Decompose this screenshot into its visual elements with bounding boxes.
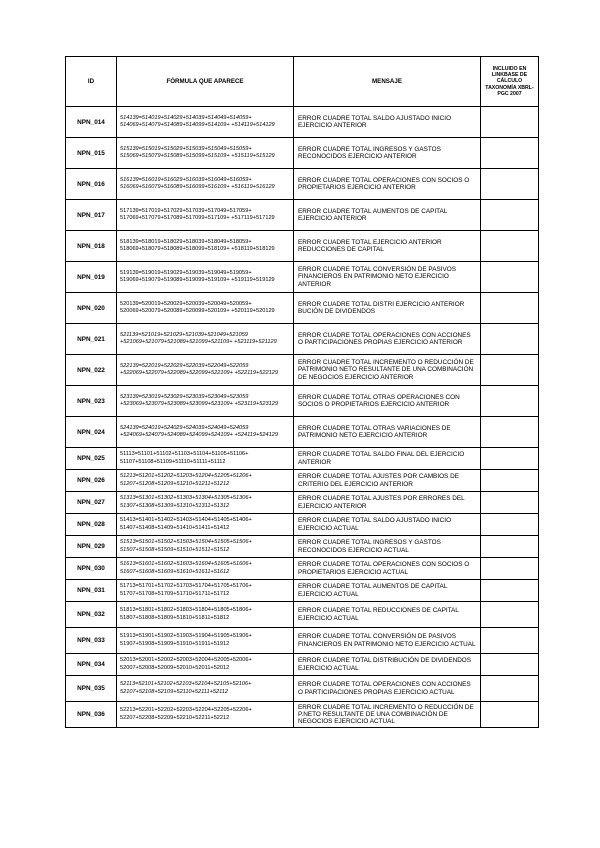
id-cell: NPN_023 bbox=[66, 386, 117, 417]
formula-cell: 52213=52201+52202+52203+52204+52205+52206+ 52207+52208+52209+52210+52211+52212 bbox=[117, 702, 294, 728]
id-cell: NPN_019 bbox=[66, 262, 117, 293]
included-cell bbox=[481, 355, 539, 386]
formula-cell: 521139=521019+521029+521039+521049+521059 +521069+521079+521089+521099+521109+ +521119+521129 bbox=[117, 324, 294, 355]
message-cell: ERROR CUADRE TOTAL DISTRI EJERCICIO ANTERIOR BUCIÓN DE DIVIDENDOS bbox=[294, 293, 481, 324]
message-cell: ERROR CUADRE TOTAL INGRESOS Y GASTOS RECONOCIDOS EJERCICIO ACTUAL bbox=[294, 536, 481, 558]
table-row bbox=[66, 200, 539, 231]
table-row bbox=[66, 676, 539, 702]
table-row bbox=[66, 386, 539, 417]
included-cell bbox=[481, 580, 539, 602]
formula-cell: 51113=51101+51102+51103+51104+51105+51106+ 51107+51108+51109+51110+51111+51112 bbox=[117, 448, 294, 470]
included-cell bbox=[481, 702, 539, 728]
included-cell bbox=[481, 107, 539, 138]
message-cell: ERROR CUADRE TOTAL OPERACIONES CON ACCIONES O PARTICIPACIONES PROPIAS EJERCICIO ANTERIOR bbox=[294, 324, 481, 355]
message-cell: ERROR CUADRE TOTAL INCREMENTO O REDUCCIÓN DE P.NETO RESULTANTE DE UNA COMBINACIÓN DE NEGOCIOS EJERCICIO ACTUAL bbox=[294, 702, 481, 728]
table-row bbox=[66, 262, 539, 293]
id-cell: NPN_015 bbox=[66, 138, 117, 169]
message-cell: ERROR CUADRE TOTAL AUMENTOS DE CAPITAL EJERCICIO ANTERIOR bbox=[294, 200, 481, 231]
included-cell bbox=[481, 138, 539, 169]
message-cell: ERROR CUADRE TOTAL OPERACIONES CON ACCIONES O PARTICIPACIONES PROPIAS EJERCICIO ACTUAL bbox=[294, 676, 481, 702]
message-cell: ERROR CUADRE TOTAL OTRAS VARIACIONES DE PATRIMONIO NETO EJERCICIO ANTERIOR bbox=[294, 417, 481, 448]
id-cell: NPN_020 bbox=[66, 293, 117, 324]
table-row bbox=[66, 355, 539, 386]
table-row bbox=[66, 324, 539, 355]
formula-cell: 519139=519019+519029+519039+519049+519059+ 519069+519079+519089+519099+519109+ +519119+519129 bbox=[117, 262, 294, 293]
id-cell: NPN_035 bbox=[66, 676, 117, 702]
formula-cell: 514139=514019+514029+514039+514049+514059+ 514069+514079+514089+514099+514109+ +514119+514129 bbox=[117, 107, 294, 138]
table-row bbox=[66, 107, 539, 138]
table-row bbox=[66, 169, 539, 200]
formula-cell: 52113=52101+52102+52103+52104+52105+52106+ 52107+52108+52109+52110+52111+52112 bbox=[117, 676, 294, 702]
id-cell: NPN_017 bbox=[66, 200, 117, 231]
header-included: INCLUIDO EN LINKBASE DE CÁLCULO TAXONOMÍA XBRL-PGC 2007 bbox=[481, 57, 539, 107]
message-cell: ERROR CUADRE TOTAL AJUSTES POR CAMBIOS DE CRITERIO DEL EJERCICIO ANTERIOR bbox=[294, 470, 481, 492]
included-cell bbox=[481, 676, 539, 702]
included-cell bbox=[481, 200, 539, 231]
id-cell: NPN_021 bbox=[66, 324, 117, 355]
id-cell: NPN_018 bbox=[66, 231, 117, 262]
message-cell: ERROR CUADRE TOTAL INCREMENTO O REDUCCIÓN DE PATRIMONIO NETO RESULTANTE DE UNA COMBINACIÓN DE NEGOCIOS EJERCICIO ANTERIOR bbox=[294, 355, 481, 386]
formula-cell: 51313=51301+51302+51303+51304+51305+51306+ 51307+51308+51309+51310+51311+51312 bbox=[117, 492, 294, 514]
message-cell: ERROR CUADRE TOTAL AUMENTOS DE CAPITAL EJERCICIO ACTUAL bbox=[294, 580, 481, 602]
included-cell bbox=[481, 470, 539, 492]
id-cell: NPN_036 bbox=[66, 702, 117, 728]
formula-cell: 51213=51201+51202+51203+51204+51205+51206+ 51207+51208+51209+51210+51211+51212 bbox=[117, 470, 294, 492]
header-id: ID bbox=[66, 57, 117, 107]
table-row bbox=[66, 138, 539, 169]
message-cell: ERROR CUADRE TOTAL OTRAS OPERACIONES CON SOCIOS O PROPIETARIOS EJERCICIO ANTERIOR bbox=[294, 386, 481, 417]
formula-cell: 51813=51801+51802+51803+51804+51805+51806+ 51807+51808+51809+51810+51811+51812 bbox=[117, 602, 294, 628]
formula-cell: 524139=524019+524029+524039+524049+524059 +524069+524079+524089+524099+524109+ +524119+524129 bbox=[117, 417, 294, 448]
included-cell bbox=[481, 231, 539, 262]
formula-cell: 515139=515019+515029+515039+515049+515059+ 515069+515079+515089+515099+515109+ +515119+515129 bbox=[117, 138, 294, 169]
formula-cell: 52013=52001+52002+52003+52004+52005+52006+ 52007+52008+52009+52010+52011+52012 bbox=[117, 654, 294, 676]
id-cell: NPN_030 bbox=[66, 558, 117, 580]
included-cell bbox=[481, 293, 539, 324]
id-cell: NPN_026 bbox=[66, 470, 117, 492]
table-row bbox=[66, 536, 539, 558]
id-cell: NPN_014 bbox=[66, 107, 117, 138]
formula-cell: 51913=51901+51902+51903+51904+51905+51906+ 51907+51908+51909+51910+51911+51912 bbox=[117, 628, 294, 654]
included-cell bbox=[481, 536, 539, 558]
included-cell bbox=[481, 324, 539, 355]
formula-cell: 51713=51701+51702+51703+51704+51705+51706+ 51707+51708+51709+51710+51711+51712 bbox=[117, 580, 294, 602]
formula-cell: 523139=523019+523029+523039+523049+523059 +523069+523079+523089+523099+523109+ +523119+523129 bbox=[117, 386, 294, 417]
message-cell: ERROR CUADRE TOTAL INGRESOS Y GASTOS RECONOCIDOS EJERCICIO ANTERIOR bbox=[294, 138, 481, 169]
id-cell: NPN_024 bbox=[66, 417, 117, 448]
table-row bbox=[66, 558, 539, 580]
formula-cell: 51613=51601+51602+51603+51604+51605+51606+ 51607+51608+51609+51610+51611+51612 bbox=[117, 558, 294, 580]
formula-cell: 51413=51401+51402+51403+51404+51405+51406+ 51407+51408+51409+51410+51411+51412 bbox=[117, 514, 294, 536]
formula-cell: 522139=522019+522029+522039+522049+522059 +522069+522079+522089+522099+522109+ +522119+522129 bbox=[117, 355, 294, 386]
validation-table bbox=[65, 56, 539, 728]
header-formula: FÓRMULA QUE APARECE bbox=[117, 57, 294, 107]
formula-cell: 518139=518019+518029+518039+518049+518059+ 518069+518079+518089+518099+518109+ +518119+518129 bbox=[117, 231, 294, 262]
formula-cell: 520139=520019+520029+520039+520049+520059+ 520069+520079+520089+520099+520109+ +520119+520129 bbox=[117, 293, 294, 324]
id-cell: NPN_029 bbox=[66, 536, 117, 558]
message-cell: ERROR CUADRE TOTAL CONVERSIÓN DE PASIVOS FINANCIEROS EN PATRIMONIO NETO EJERCICIO ACTUAL bbox=[294, 628, 481, 654]
table-row bbox=[66, 231, 539, 262]
id-cell: NPN_025 bbox=[66, 448, 117, 470]
message-cell: ERROR CUADRE TOTAL EJERCICIO ANTERIOR REDUCCIONES DE CAPITAL bbox=[294, 231, 481, 262]
included-cell bbox=[481, 262, 539, 293]
table-row bbox=[66, 602, 539, 628]
message-cell: ERROR CUADRE TOTAL OPERACIONES CON SOCIOS O PROPIETARIOS EJERCICIO ANTERIOR bbox=[294, 169, 481, 200]
table-row bbox=[66, 702, 539, 728]
table-row bbox=[66, 448, 539, 470]
id-cell: NPN_022 bbox=[66, 355, 117, 386]
id-cell: NPN_032 bbox=[66, 602, 117, 628]
message-cell: ERROR CUADRE TOTAL AJUSTES POR ERRORES DEL EJERCICIO ANTERIOR bbox=[294, 492, 481, 514]
included-cell bbox=[481, 169, 539, 200]
included-cell bbox=[481, 386, 539, 417]
table-row bbox=[66, 514, 539, 536]
message-cell: ERROR CUADRE TOTAL SALDO AJUSTADO INICIO EJERCICIO ACTUAL bbox=[294, 514, 481, 536]
id-cell: NPN_027 bbox=[66, 492, 117, 514]
table-body bbox=[66, 107, 539, 728]
message-cell: ERROR CUADRE TOTAL REDUCCIONES DE CAPITAL EJERCICIO ACTUAL bbox=[294, 602, 481, 628]
included-cell bbox=[481, 417, 539, 448]
header-message: MENSAJE bbox=[294, 57, 481, 107]
formula-cell: 51513=51501+51502+51503+51504+51505+51506+ 51507+51508+51509+51510+51511+51512 bbox=[117, 536, 294, 558]
formula-cell: 516139=516019+516029+516039+516049+516059+ 516069+516079+516089+516099+516109+ +516119+516129 bbox=[117, 169, 294, 200]
included-cell bbox=[481, 448, 539, 470]
message-cell: ERROR CUADRE TOTAL DISTRIBUCIÓN DE DIVIDENDOS EJERCICIO ACTUAL bbox=[294, 654, 481, 676]
id-cell: NPN_031 bbox=[66, 580, 117, 602]
table-row bbox=[66, 293, 539, 324]
id-cell: NPN_033 bbox=[66, 628, 117, 654]
included-cell bbox=[481, 492, 539, 514]
included-cell bbox=[481, 514, 539, 536]
table-row bbox=[66, 580, 539, 602]
message-cell: ERROR CUADRE TOTAL SALDO FINAL DEL EJERCICIO ANTERIOR bbox=[294, 448, 481, 470]
included-cell bbox=[481, 628, 539, 654]
included-cell bbox=[481, 654, 539, 676]
id-cell: NPN_028 bbox=[66, 514, 117, 536]
included-cell bbox=[481, 558, 539, 580]
table-row bbox=[66, 654, 539, 676]
id-cell: NPN_034 bbox=[66, 654, 117, 676]
table-row bbox=[66, 628, 539, 654]
included-cell bbox=[481, 602, 539, 628]
table-row bbox=[66, 492, 539, 514]
table-row bbox=[66, 417, 539, 448]
formula-cell: 517139=517019+517029+517039+517049+517059+ 517069+517079+517089+517099+517109+ +517119+517129 bbox=[117, 200, 294, 231]
message-cell: ERROR CUADRE TOTAL SALDO AJUSTADO INICIO EJERCICIO ANTERIOR bbox=[294, 107, 481, 138]
id-cell: NPN_016 bbox=[66, 169, 117, 200]
message-cell: ERROR CUADRE TOTAL OPERACIONES CON SOCIOS O PROPIETARIOS EJERCICIO ACTUAL bbox=[294, 558, 481, 580]
table-row bbox=[66, 470, 539, 492]
message-cell: ERROR CUADRE TOTAL CONVERSIÓN DE PASIVOS FINANCIEROS EN PATRIMONIO NETO EJERCICIO ANTERIOR bbox=[294, 262, 481, 293]
